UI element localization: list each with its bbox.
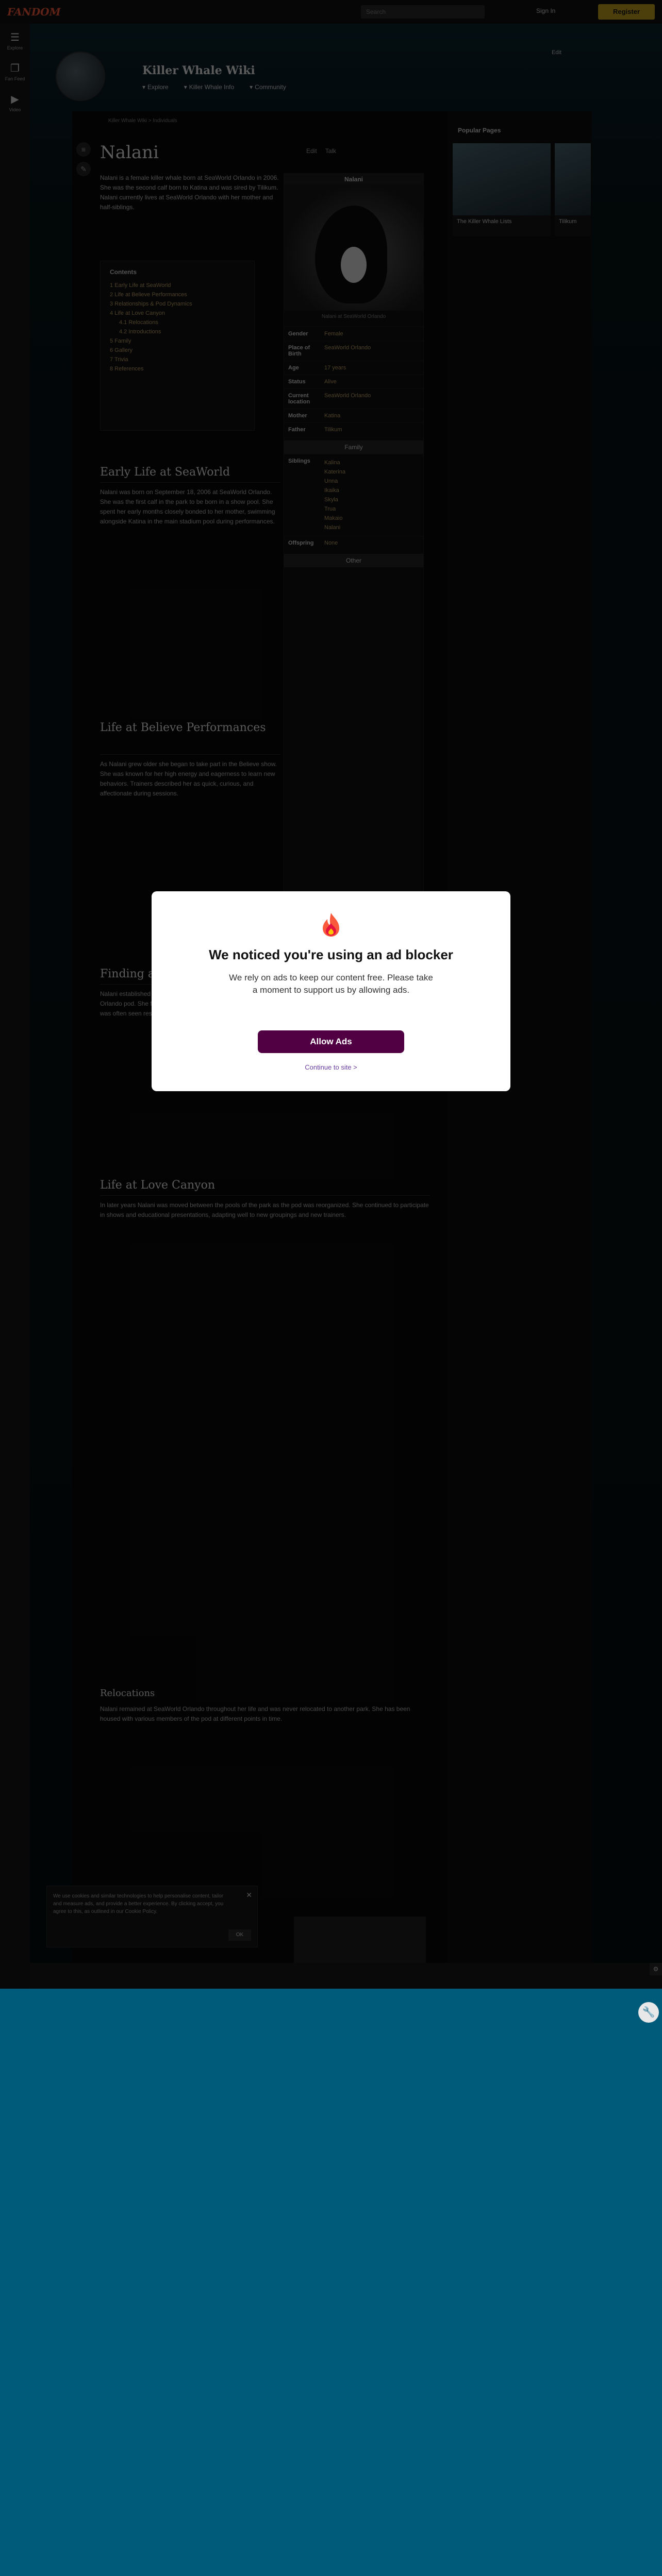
adblock-modal: [152, 891, 510, 1091]
modal-title: We noticed you're using an ad blocker: [209, 947, 453, 962]
modal-body: We rely on ads to keep our content free. Please take a moment to support us by allowing ads.: [229, 973, 433, 995]
fandom-flame-icon: [321, 912, 341, 938]
wrench-icon[interactable]: 🔧: [638, 2002, 659, 2023]
allow-ads-button[interactable]: Allow Ads: [258, 1030, 404, 1053]
continue-to-site-link[interactable]: Continue to site >: [305, 1063, 357, 1071]
